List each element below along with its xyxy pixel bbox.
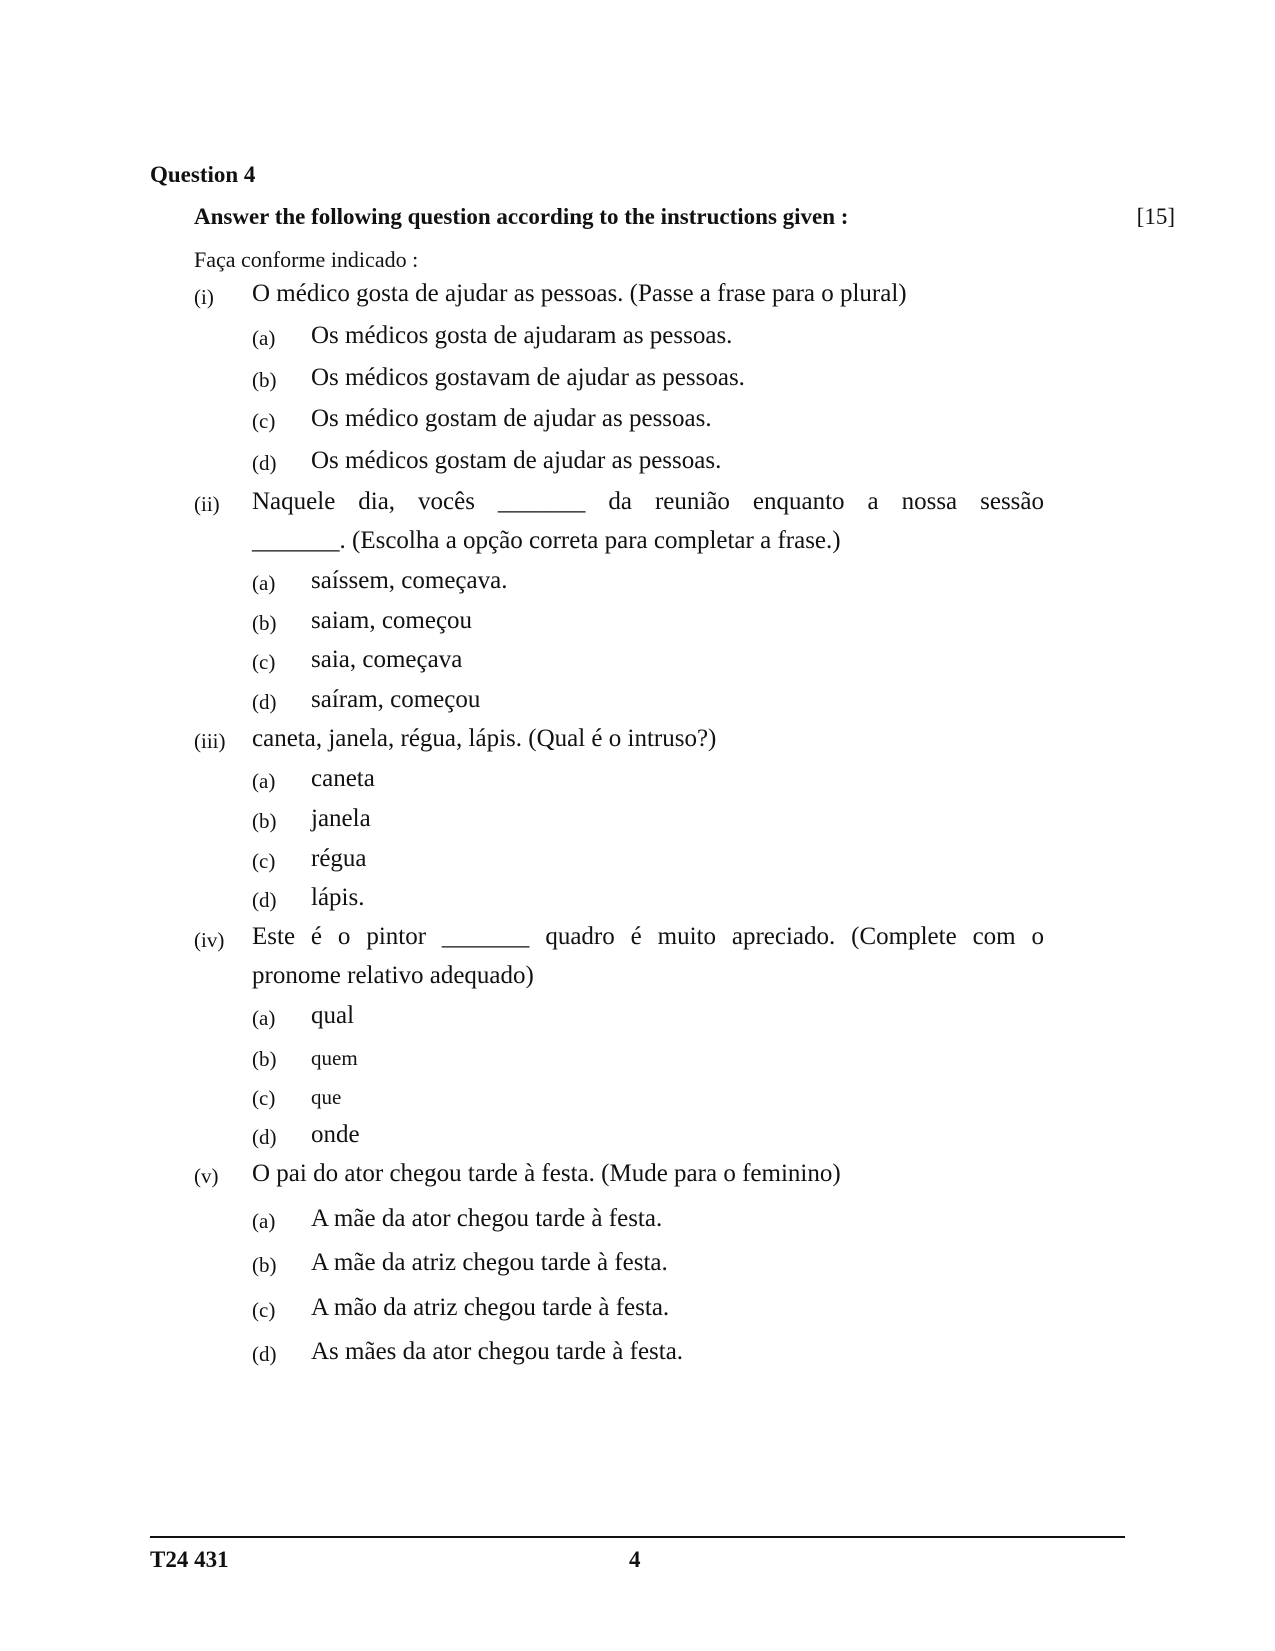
option-label: (a): [252, 326, 276, 350]
option-label: (a): [252, 571, 276, 595]
page-number: 4: [629, 1547, 641, 1572]
option-text: saiam, começou: [311, 607, 473, 634]
option-text: Os médico gostam de ajudar as pessoas.: [311, 405, 712, 432]
item-stem: O médico gosta de ajudar as pessoas. (Passe a frase para o plural): [252, 280, 907, 307]
option-label: (d): [252, 690, 277, 714]
option-text: saíram, começou: [311, 686, 481, 713]
option-label: (d): [252, 451, 277, 475]
option-label: (d): [252, 1125, 277, 1149]
option-text: Os médicos gostavam de ajudar as pessoas.: [311, 364, 745, 391]
option-label: (b): [252, 809, 277, 833]
option-label: (c): [252, 1086, 276, 1110]
paper-code: T24 431: [150, 1547, 229, 1572]
item-stem: Naquele dia, vocês _______ da reunião enquanto a nossa sessão: [252, 488, 1044, 515]
option-label: (c): [252, 1298, 276, 1322]
option-label: (b): [252, 1047, 277, 1071]
option-text: caneta: [311, 765, 375, 792]
item-stem: O pai do ator chegou tarde à festa. (Mude para o feminino): [252, 1160, 841, 1187]
option-text: A mãe da atriz chegou tarde à festa.: [311, 1249, 668, 1276]
option-text: saia, começava: [311, 646, 463, 673]
footer-divider: [150, 1536, 1125, 1538]
item-stem: caneta, janela, régua, lápis. (Qual é o intruso?): [252, 725, 717, 752]
marks-label: [15]: [1136, 204, 1175, 229]
option-text: saíssem, começava.: [311, 567, 508, 594]
option-text: onde: [311, 1121, 360, 1148]
question-heading: Question 4: [150, 162, 256, 187]
option-label: (a): [252, 769, 276, 793]
option-text: quem: [311, 1046, 358, 1070]
option-text: lápis.: [311, 884, 365, 911]
option-text: As mães da ator chegou tarde à festa.: [311, 1338, 684, 1365]
option-text: Os médicos gostam de ajudar as pessoas.: [311, 447, 722, 474]
item-stem: Este é o pintor _______ quadro é muito apreciado. (Complete com o: [252, 923, 1044, 950]
option-text: que: [311, 1085, 342, 1109]
option-label: (c): [252, 409, 276, 433]
item-stem-continued: pronome relativo adequado): [252, 962, 534, 989]
option-text: qual: [311, 1002, 355, 1029]
item-number: (i): [194, 285, 214, 309]
option-label: (d): [252, 888, 277, 912]
option-text: janela: [311, 805, 371, 832]
option-label: (b): [252, 1253, 277, 1277]
instruction-note: Faça conforme indicado :: [194, 247, 419, 272]
option-text: A mão da atriz chegou tarde à festa.: [311, 1294, 670, 1321]
option-text: Os médicos gosta de ajudaram as pessoas.: [311, 322, 733, 349]
item-number: (ii): [194, 492, 220, 516]
option-label: (c): [252, 849, 276, 873]
item-number: (iv): [194, 928, 225, 952]
question-instruction: Answer the following question according to the instructions given :: [194, 204, 849, 229]
item-number: (iii): [194, 729, 226, 753]
option-label: (c): [252, 650, 276, 674]
option-label: (a): [252, 1006, 276, 1030]
option-label: (d): [252, 1342, 277, 1366]
option-label: (b): [252, 368, 277, 392]
option-text: A mãe da ator chegou tarde à festa.: [311, 1205, 663, 1232]
item-number: (v): [194, 1164, 219, 1188]
item-stem-continued: _______. (Escolha a opção correta para completar a frase.): [252, 527, 841, 554]
option-label: (a): [252, 1209, 276, 1233]
option-label: (b): [252, 611, 277, 635]
option-text: régua: [311, 845, 367, 872]
